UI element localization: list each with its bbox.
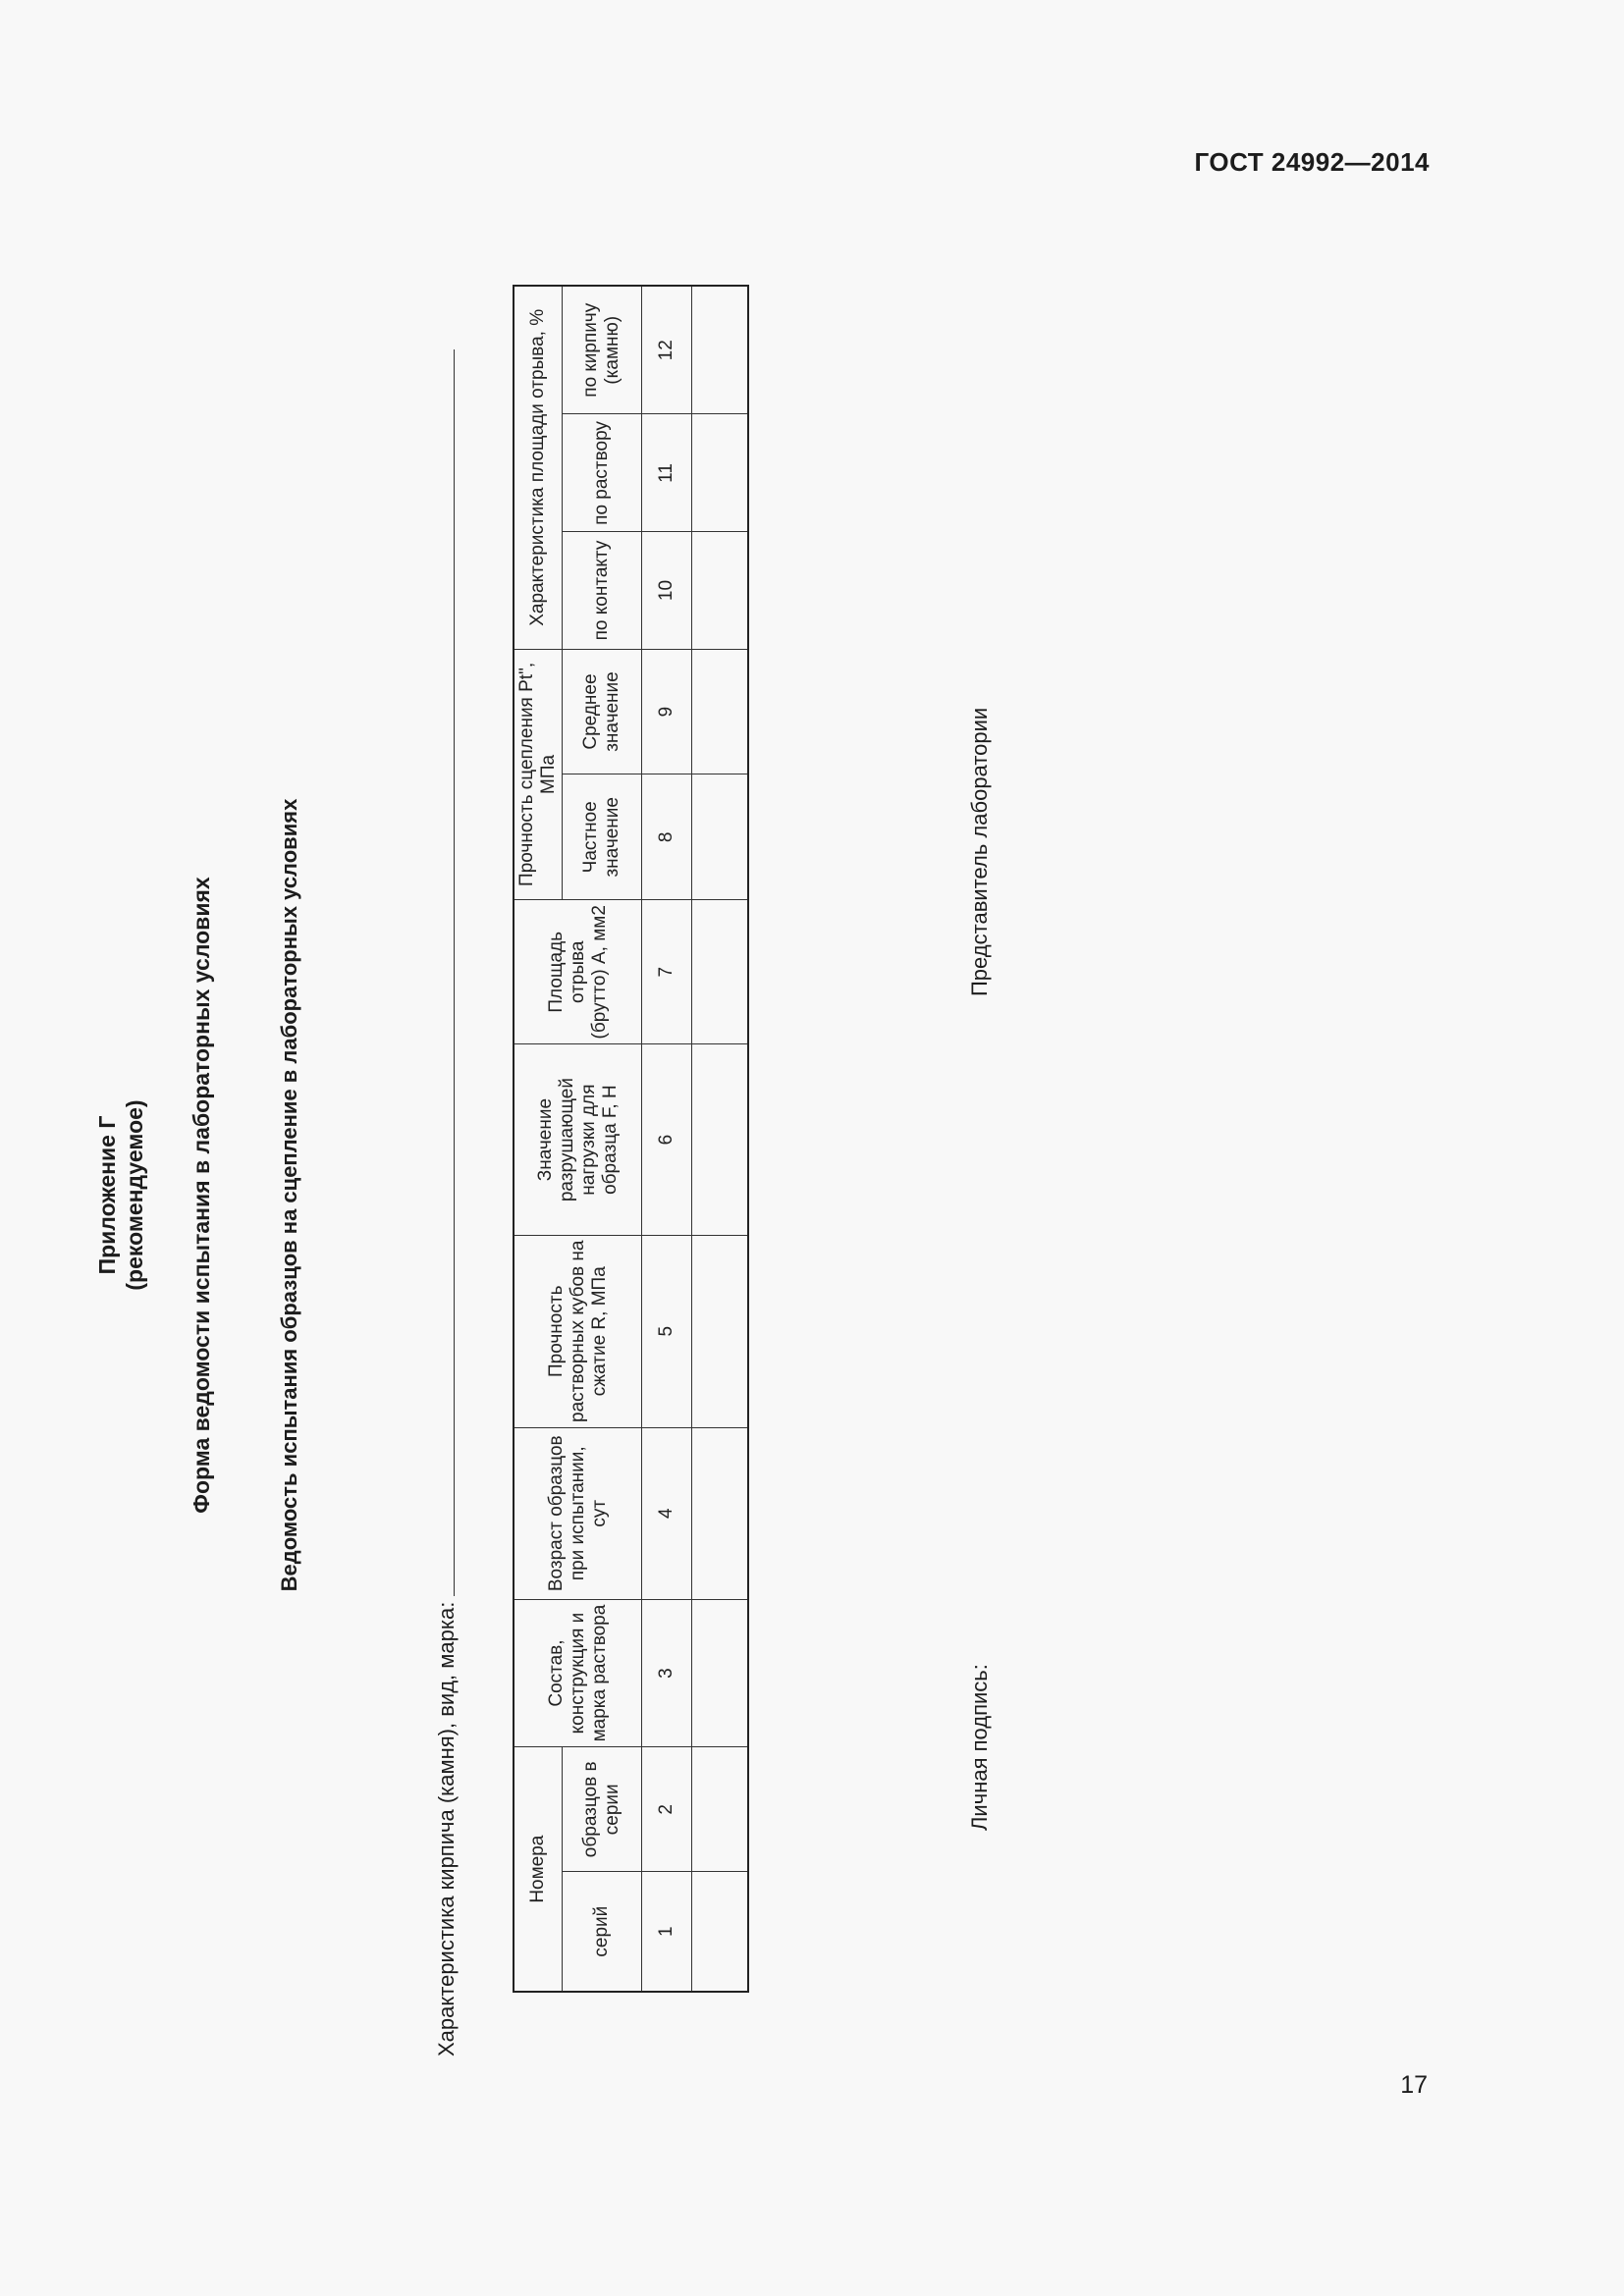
blank-cell bbox=[692, 1599, 749, 1746]
brick-characteristic-blank bbox=[454, 349, 455, 1596]
age-header: Возраст образцов при испытании, сут bbox=[514, 1427, 642, 1599]
separation-header: Характеристика площади отрыва, % bbox=[514, 286, 563, 649]
column-number: 12 bbox=[642, 286, 692, 414]
contact-header: по контакту bbox=[563, 532, 642, 649]
document-code: ГОСТ 24992—2014 bbox=[1194, 147, 1430, 177]
column-number: 10 bbox=[642, 532, 692, 649]
adhesion-header: Прочность сцепления Pt", МПа bbox=[514, 649, 563, 900]
blank-cell bbox=[692, 1872, 749, 1992]
column-number: 8 bbox=[642, 774, 692, 900]
samples-header: образцов в серии bbox=[563, 1747, 642, 1872]
blank-cell bbox=[692, 1747, 749, 1872]
blank-cell bbox=[692, 1044, 749, 1235]
column-number: 5 bbox=[642, 1235, 692, 1427]
numbers-header: Номера bbox=[514, 1747, 563, 1992]
blank-cell bbox=[692, 1427, 749, 1599]
appendix-subtitle: (рекомендуемое) bbox=[122, 1099, 147, 1291]
blank-entry-row bbox=[692, 286, 749, 1992]
signature-label: Личная подпись: bbox=[967, 1664, 992, 1831]
series-header: серий bbox=[563, 1872, 642, 1992]
brick-characteristic-line bbox=[434, 349, 460, 2056]
partial-value-header: Частное значение bbox=[563, 774, 642, 900]
blank-cell bbox=[692, 1235, 749, 1427]
strength-header: Прочность растворных кубов на сжатие R, МПа bbox=[514, 1235, 642, 1427]
blank-cell bbox=[692, 414, 749, 532]
column-number: 7 bbox=[642, 900, 692, 1044]
test-record-table bbox=[513, 285, 749, 1993]
appendix-heading bbox=[93, 285, 148, 2106]
brick-header: по кирпичу (камню) bbox=[563, 286, 642, 414]
composition-header: Состав, конструкция и марка раствора bbox=[514, 1599, 642, 1746]
page-number: 17 bbox=[1400, 2071, 1428, 2099]
brick-characteristic-label: Характеристика кирпича (камня), вид, марка: bbox=[434, 1601, 459, 2056]
column-number: 9 bbox=[642, 649, 692, 774]
mortar-header: по раствору bbox=[563, 414, 642, 532]
column-number: 11 bbox=[642, 414, 692, 532]
form-title: Форма ведомости испытания в лабораторных условиях bbox=[189, 877, 214, 1514]
load-header: Значение разрушающей нагрузки для образца F, Н bbox=[514, 1044, 642, 1235]
blank-cell bbox=[692, 649, 749, 774]
column-number: 4 bbox=[642, 1427, 692, 1599]
appendix-title: Приложение Г bbox=[94, 1115, 120, 1275]
lab-representative-label: Представитель лаборатории bbox=[967, 707, 992, 996]
column-number: 6 bbox=[642, 1044, 692, 1235]
column-number: 3 bbox=[642, 1599, 692, 1746]
column-number: 2 bbox=[642, 1747, 692, 1872]
column-number: 1 bbox=[642, 1872, 692, 1992]
blank-cell bbox=[692, 286, 749, 414]
column-number-row bbox=[642, 286, 692, 1992]
area-header: Площадь отрыва (брутто) A, мм2 bbox=[514, 900, 642, 1044]
blank-cell bbox=[692, 532, 749, 649]
rotated-form-sheet bbox=[69, 285, 1149, 2106]
average-value-header: Среднее значение bbox=[563, 649, 642, 774]
sheet-title: Ведомость испытания образцов на сцепление в лабораторных условиях bbox=[277, 798, 301, 1592]
blank-cell bbox=[692, 774, 749, 900]
blank-cell bbox=[692, 900, 749, 1044]
